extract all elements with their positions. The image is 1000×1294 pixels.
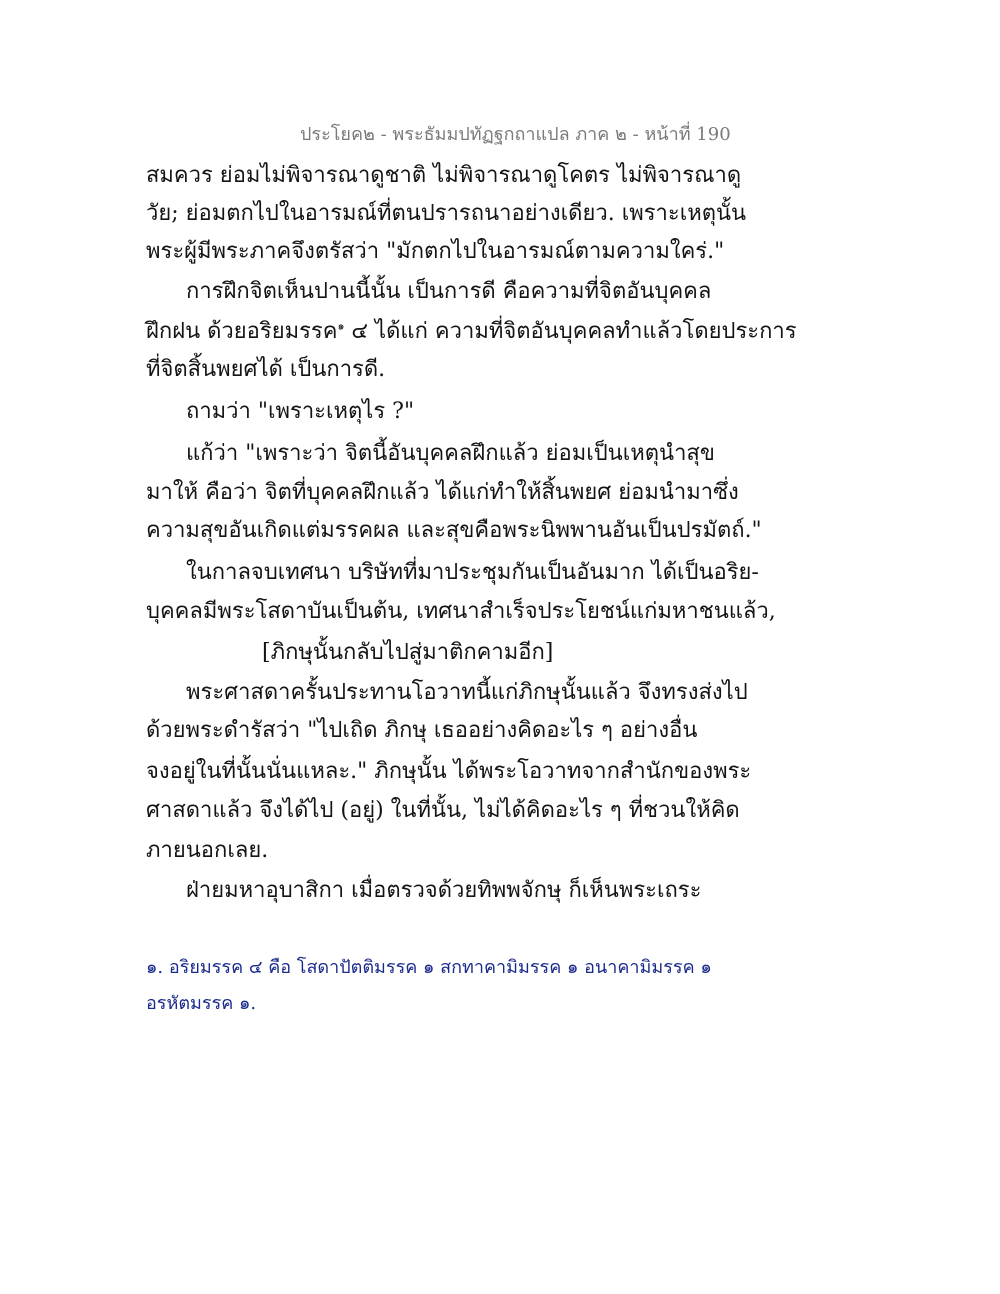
section-heading: [ภิกษุนั้นกลับไปสู่มาติกคามอีก] xyxy=(262,640,554,665)
body-line-end: ๔ ได้แก่ ความที่จิตอันบุคคลทำแล้วโดยประการ xyxy=(344,319,797,344)
body-line: วัย; ย่อมตกไปในอารมณ์ที่ตนปรารถนาอย่างเดียว. เพราะเหตุนั้น xyxy=(146,201,747,226)
page-header: ประโยค๒ - พระธัมมปทัฏฐกถาแปล ภาค ๒ - หน้าที่ 190 xyxy=(300,124,731,145)
body-line: ที่จิตสิ้นพยศได้ เป็นการดี. xyxy=(146,357,386,382)
body-line-start: ฝึกฝน ด้วยอริยมรรค xyxy=(146,319,338,344)
body-line: ฝ่ายมหาอุบาสิกา เมื่อตรวจด้วยทิพพจักษุ ก็เห็นพระเถระ xyxy=(186,878,702,903)
body-line: แก้ว่า "เพราะว่า จิตนี้อันบุคคลฝึกแล้ว ย่อมเป็นเหตุนำสุข xyxy=(186,441,715,466)
footnote-line: ๑. อริยมรรค ๔ คือ โสดาปัตติมรรค ๑ สกทาคามิมรรค ๑ อนาคามิมรรค ๑ xyxy=(146,957,712,978)
body-line: ศาสดาแล้ว จึงได้ไป (อยู่) ในที่นั้น, ไม่ได้คิดอะไร ๆ ที่ชวนให้คิด xyxy=(146,798,740,823)
footnote-line: อรหัตมรรค ๑. xyxy=(146,993,257,1014)
body-line-with-footnote xyxy=(146,313,797,351)
body-line: ถามว่า "เพราะเหตุไร ?" xyxy=(186,399,415,424)
body-line: ความสุขอันเกิดแต่มรรคผล และสุขคือพระนิพพานอันเป็นปรมัตถ์." xyxy=(146,518,762,543)
body-line: ด้วยพระดำรัสว่า "ไปเถิด ภิกษุ เธออย่างคิดอะไร ๆ อย่างอื่น xyxy=(146,718,698,743)
body-line: ในกาลจบเทศนา บริษัทที่มาประชุมกันเป็นอันมาก ได้เป็นอริย- xyxy=(186,560,759,585)
body-line: การฝึกจิตเห็นปานนี้นั้น เป็นการดี คือความที่จิตอันบุคคล xyxy=(186,279,712,304)
body-line: บุคคลมีพระโสดาบันเป็นต้น, เทศนาสำเร็จประโยชน์แก่มหาชนแล้ว, xyxy=(146,599,776,624)
body-line: พระผู้มีพระภาคจึงตรัสว่า "มักตกไปในอารมณ์ตามความใคร่." xyxy=(146,239,725,264)
body-line: ภายนอกเลย. xyxy=(146,838,269,863)
body-line: จงอยู่ในที่นั้นนั่นแหละ." ภิกษุนั้น ได้พระโอวาทจากสำนักของพระ xyxy=(146,759,752,784)
footnote-marker: ๑ xyxy=(337,319,345,333)
body-line: สมควร ย่อมไม่พิจารณาดูชาติ ไม่พิจารณาดูโคตร ไม่พิจารณาดู xyxy=(146,163,742,188)
body-line: พระศาสดาครั้นประทานโอวาทนี้แก่ภิกษุนั้นแล้ว จึงทรงส่งไป xyxy=(186,680,748,705)
body-line: มาให้ คือว่า จิตที่บุคคลฝึกแล้ว ได้แก่ทำให้สิ้นพยศ ย่อมนำมาซึ่ง xyxy=(146,480,739,505)
